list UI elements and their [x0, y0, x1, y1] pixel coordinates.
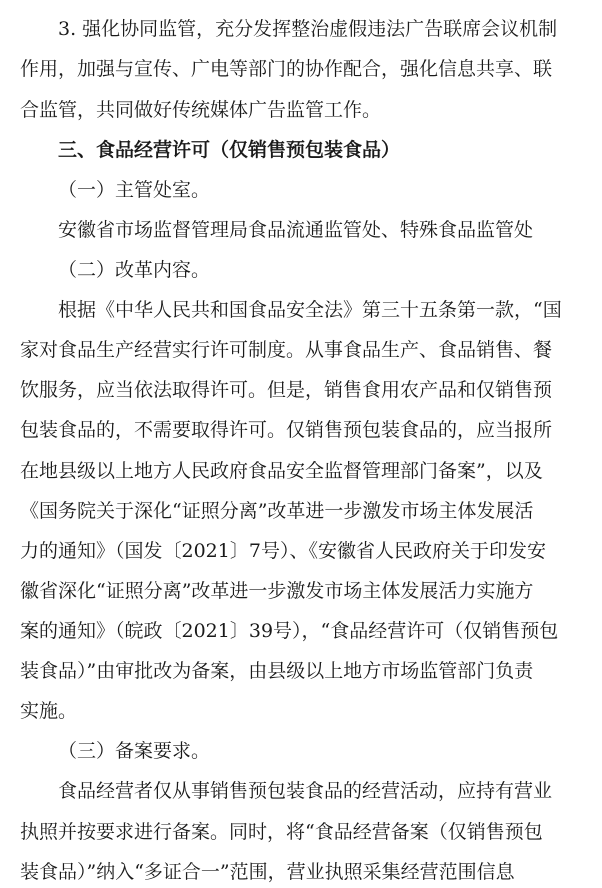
paragraph-line: 饮服务，应当依法取得许可。但是，销售食用农产品和仅销售预 [20, 379, 553, 401]
paragraph-line: 徽省深化“证照分离”改革进一步激发市场主体发展活力实施方 [20, 580, 534, 602]
paragraph-line: 装食品）”由审批改为备案，由县级以上地方市场监管部门负责 [20, 660, 534, 682]
paragraph-line: 实施。 [20, 700, 78, 722]
subsection-heading: （二）改革内容。 [58, 259, 211, 281]
paragraph-line: 安徽省市场监督管理局食品流通监管处、特殊食品监管处 [58, 219, 534, 241]
paragraph-line: 食品经营者仅从事销售预包装食品的经营活动，应持有营业 [58, 780, 553, 802]
subsection-heading: （三）备案要求。 [58, 740, 211, 762]
paragraph-line: 根据《中华人民共和国食品安全法》第三十五条第一款，“国 [58, 299, 562, 321]
paragraph-line: 包装食品的，不需要取得许可。仅销售预包装食品的，应当报所 [20, 419, 553, 441]
paragraph-line: 力的通知》（国发〔2021〕7号）、《安徽省人民政府关于印发安 [20, 540, 546, 562]
paragraph-line: 装食品）”纳入“多证合一”范围，营业执照采集经营范围信息 [20, 861, 515, 883]
paragraph-line: 合监管，共同做好传统媒体广告监管工作。 [20, 99, 382, 121]
section-heading: 三、食品经营许可（仅销售预包装食品） [58, 139, 401, 161]
subsection-heading: （一）主管处室。 [58, 179, 211, 201]
paragraph-line: 3. 强化协同监管，充分发挥整治虚假违法广告联席会议机制 [58, 18, 558, 40]
paragraph-line: 《国务院关于深化“证照分离”改革进一步激发市场主体发展活 [20, 500, 534, 522]
paragraph-line: 执照并按要求进行备案。同时，将“食品经营备案（仅销售预包 [20, 821, 543, 843]
paragraph-line: 案的通知》（皖政〔2021〕39号），“食品经营许可（仅销售预包 [20, 620, 559, 642]
paragraph-line: 在地县级以上地方人民政府食品安全监督管理部门备案”，以及 [20, 460, 543, 482]
paragraph-line: 作用，加强与宣传、广电等部门的协作配合，强化信息共享、联 [20, 58, 553, 80]
paragraph-line: 家对食品生产经营实行许可制度。从事食品生产、食品销售、餐 [20, 339, 553, 361]
